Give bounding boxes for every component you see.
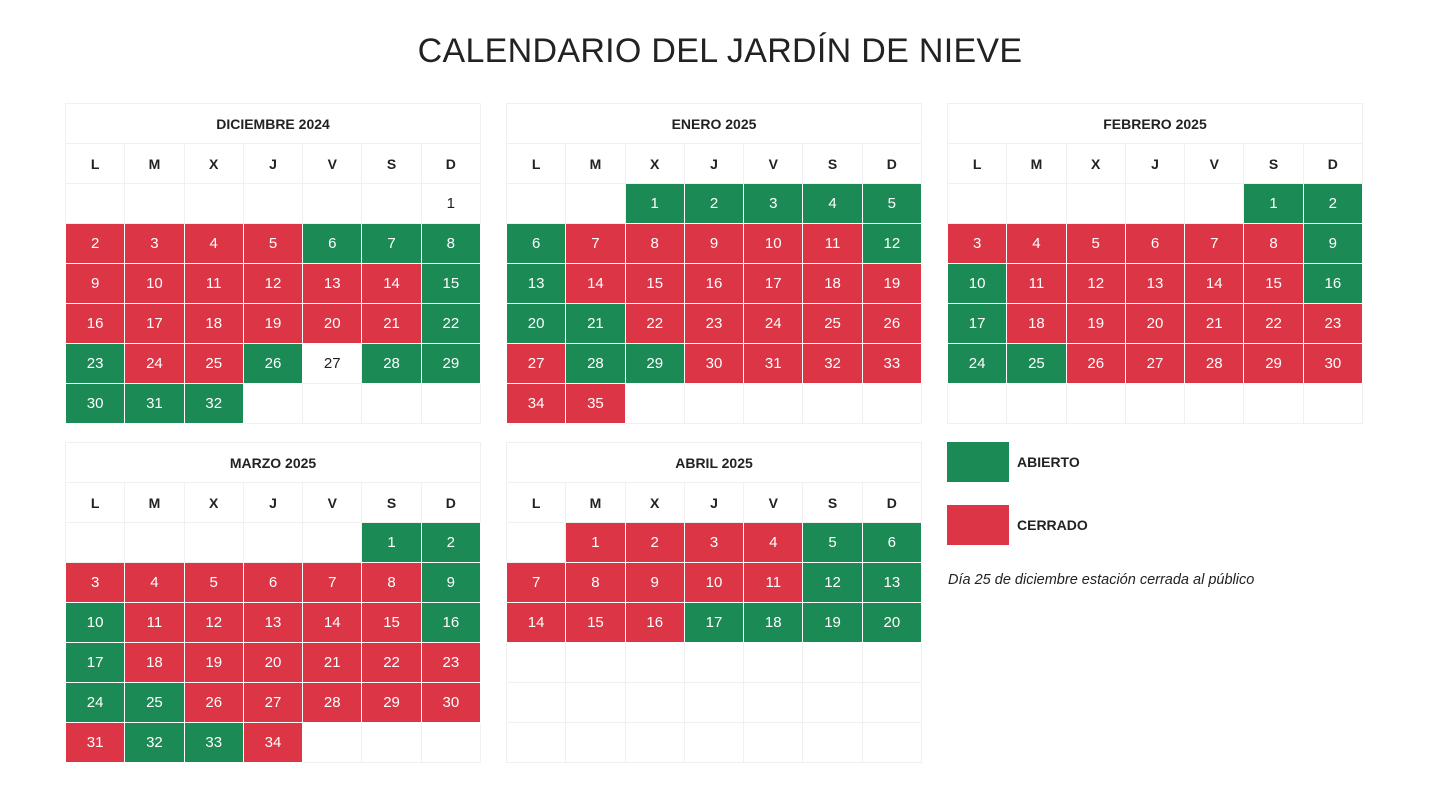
day-closed: 9: [684, 224, 743, 264]
day-closed: 7: [1185, 224, 1244, 264]
day-closed: 28: [303, 683, 362, 723]
day-closed: 3: [948, 224, 1007, 264]
day-open: 28: [566, 344, 625, 384]
day-open: 9: [1303, 224, 1362, 264]
weekday-header: V: [303, 144, 362, 184]
day-closed: 13: [1125, 264, 1184, 304]
empty-cell: [303, 384, 362, 424]
empty-cell: [803, 643, 862, 683]
empty-cell: [362, 184, 421, 224]
month-title: MARZO 2025: [66, 443, 481, 483]
empty-cell: [66, 184, 125, 224]
day-closed: 4: [184, 224, 243, 264]
weekday-header: L: [507, 144, 566, 184]
day-closed: 23: [1303, 304, 1362, 344]
day-open: 4: [803, 184, 862, 224]
empty-cell: [125, 523, 184, 563]
closed-swatch: [947, 505, 1009, 545]
day-closed: 28: [1185, 344, 1244, 384]
day-closed: 7: [507, 563, 566, 603]
day-closed: 3: [66, 563, 125, 603]
day-open: 18: [744, 603, 803, 643]
day-closed: 2: [66, 224, 125, 264]
week-row: [507, 643, 922, 683]
empty-cell: [948, 384, 1007, 424]
day-open: 1: [362, 523, 421, 563]
day-closed: 4: [125, 563, 184, 603]
empty-cell: [803, 683, 862, 723]
day-closed: 30: [421, 683, 480, 723]
weekday-header: D: [421, 483, 480, 523]
empty-cell: [948, 184, 1007, 224]
day-closed: 12: [243, 264, 302, 304]
day-closed: 10: [684, 563, 743, 603]
weekday-header: M: [125, 483, 184, 523]
weekday-header: D: [1303, 144, 1362, 184]
day-open: 5: [803, 523, 862, 563]
day-open: 19: [803, 603, 862, 643]
weekday-header: S: [803, 144, 862, 184]
day-closed: 14: [303, 603, 362, 643]
day-closed: 16: [66, 304, 125, 344]
day-closed: 6: [243, 563, 302, 603]
empty-cell: [507, 184, 566, 224]
empty-cell: [243, 523, 302, 563]
empty-cell: [1244, 384, 1303, 424]
month-title: ENERO 2025: [507, 104, 922, 144]
day-closed: 11: [125, 603, 184, 643]
weekday-header: V: [303, 483, 362, 523]
day-closed: 18: [125, 643, 184, 683]
weekday-header: J: [684, 483, 743, 523]
day-closed: 19: [243, 304, 302, 344]
empty-cell: [566, 683, 625, 723]
day-closed: 26: [862, 304, 921, 344]
day-open: 5: [862, 184, 921, 224]
day-closed: 22: [362, 643, 421, 683]
day-cell: 1: [421, 184, 480, 224]
day-closed: 35: [566, 384, 625, 424]
empty-cell: [684, 384, 743, 424]
day-closed: 27: [507, 344, 566, 384]
day-closed: 27: [1125, 344, 1184, 384]
week-row: [507, 224, 922, 264]
day-open: 1: [1244, 184, 1303, 224]
day-closed: 18: [1007, 304, 1066, 344]
day-closed: 19: [1066, 304, 1125, 344]
week-row: [507, 723, 922, 763]
day-open: 33: [184, 723, 243, 763]
weekday-header: S: [1244, 144, 1303, 184]
day-closed: 3: [684, 523, 743, 563]
day-closed: 31: [66, 723, 125, 763]
day-closed: 12: [184, 603, 243, 643]
weekday-header: L: [66, 483, 125, 523]
day-open: 9: [421, 563, 480, 603]
day-open: 13: [862, 563, 921, 603]
week-row: [507, 563, 922, 603]
day-open: 29: [625, 344, 684, 384]
day-open: 16: [421, 603, 480, 643]
week-row: [66, 344, 481, 384]
day-closed: 5: [1066, 224, 1125, 264]
day-open: 29: [421, 344, 480, 384]
day-open: 2: [421, 523, 480, 563]
day-open: 24: [66, 683, 125, 723]
empty-cell: [66, 523, 125, 563]
empty-cell: [1185, 184, 1244, 224]
weekday-header: D: [862, 144, 921, 184]
day-open: 25: [125, 683, 184, 723]
weekday-header: M: [1007, 144, 1066, 184]
empty-cell: [421, 384, 480, 424]
day-open: 17: [948, 304, 1007, 344]
day-closed: 34: [507, 384, 566, 424]
day-open: 12: [803, 563, 862, 603]
day-closed: 30: [684, 344, 743, 384]
day-open: 30: [66, 384, 125, 424]
month-calendar: [506, 442, 922, 763]
day-closed: 23: [421, 643, 480, 683]
weekday-header: L: [66, 144, 125, 184]
day-closed: 12: [1066, 264, 1125, 304]
weekday-header: V: [744, 144, 803, 184]
month-calendar: [506, 103, 922, 424]
week-row: [948, 224, 1363, 264]
week-row: [507, 344, 922, 384]
empty-cell: [125, 184, 184, 224]
day-closed: 11: [803, 224, 862, 264]
day-closed: 13: [243, 603, 302, 643]
weekday-header: S: [362, 483, 421, 523]
month-calendar: [947, 103, 1363, 424]
day-open: 23: [66, 344, 125, 384]
day-closed: 26: [1066, 344, 1125, 384]
day-open: 8: [421, 224, 480, 264]
empty-cell: [303, 184, 362, 224]
day-open: 6: [303, 224, 362, 264]
day-open: 13: [507, 264, 566, 304]
empty-cell: [362, 723, 421, 763]
day-closed: 21: [362, 304, 421, 344]
weekday-header: X: [625, 483, 684, 523]
weekday-header: S: [362, 144, 421, 184]
week-row: [507, 304, 922, 344]
weekday-header: J: [1125, 144, 1184, 184]
empty-cell: [862, 683, 921, 723]
day-closed: 8: [625, 224, 684, 264]
day-closed: 27: [243, 683, 302, 723]
empty-cell: [684, 723, 743, 763]
week-row: [507, 603, 922, 643]
week-row: [507, 683, 922, 723]
weekday-header: X: [625, 144, 684, 184]
weekday-header: J: [684, 144, 743, 184]
week-row: [66, 603, 481, 643]
weekday-header: D: [421, 144, 480, 184]
day-open: 17: [684, 603, 743, 643]
empty-cell: [803, 384, 862, 424]
day-open: 21: [566, 304, 625, 344]
day-closed: 24: [744, 304, 803, 344]
day-closed: 20: [303, 304, 362, 344]
day-closed: 19: [184, 643, 243, 683]
day-closed: 25: [184, 344, 243, 384]
day-closed: 11: [1007, 264, 1066, 304]
day-open: 7: [362, 224, 421, 264]
day-closed: 5: [184, 563, 243, 603]
week-row: [507, 523, 922, 563]
day-closed: 24: [125, 344, 184, 384]
empty-cell: [684, 683, 743, 723]
week-row: [507, 384, 922, 424]
day-closed: 9: [66, 264, 125, 304]
week-row: [66, 384, 481, 424]
day-closed: 18: [184, 304, 243, 344]
day-open: 26: [243, 344, 302, 384]
day-open: 6: [862, 523, 921, 563]
empty-cell: [184, 184, 243, 224]
weekday-header: X: [1066, 144, 1125, 184]
empty-cell: [507, 723, 566, 763]
day-closed: 14: [507, 603, 566, 643]
empty-cell: [1125, 384, 1184, 424]
day-cell: 27: [303, 344, 362, 384]
day-open: 31: [125, 384, 184, 424]
day-closed: 30: [1303, 344, 1362, 384]
day-closed: 22: [1244, 304, 1303, 344]
day-closed: 4: [744, 523, 803, 563]
day-closed: 20: [243, 643, 302, 683]
weekday-header: J: [243, 483, 302, 523]
day-closed: 26: [184, 683, 243, 723]
day-closed: 16: [625, 603, 684, 643]
day-closed: 17: [744, 264, 803, 304]
day-open: 25: [1007, 344, 1066, 384]
empty-cell: [1185, 384, 1244, 424]
day-open: 10: [948, 264, 1007, 304]
day-closed: 14: [362, 264, 421, 304]
empty-cell: [862, 384, 921, 424]
day-closed: 15: [625, 264, 684, 304]
day-open: 17: [66, 643, 125, 683]
empty-cell: [566, 643, 625, 683]
day-closed: 10: [125, 264, 184, 304]
empty-cell: [362, 384, 421, 424]
week-row: [948, 384, 1363, 424]
week-row: [66, 723, 481, 763]
empty-cell: [862, 643, 921, 683]
legend-closed-label: CERRADO: [1017, 517, 1088, 533]
day-open: 22: [421, 304, 480, 344]
day-closed: 18: [803, 264, 862, 304]
week-row: [948, 304, 1363, 344]
week-row: [507, 184, 922, 224]
day-open: 20: [507, 304, 566, 344]
empty-cell: [803, 723, 862, 763]
empty-cell: [684, 643, 743, 683]
empty-cell: [744, 384, 803, 424]
month-calendar: [65, 442, 481, 763]
empty-cell: [1125, 184, 1184, 224]
weekday-header: J: [243, 144, 302, 184]
legend-closed: [947, 505, 1088, 545]
day-open: 3: [744, 184, 803, 224]
week-row: [66, 224, 481, 264]
day-closed: 23: [684, 304, 743, 344]
day-closed: 17: [125, 304, 184, 344]
weekday-header: L: [948, 144, 1007, 184]
empty-cell: [625, 643, 684, 683]
empty-cell: [507, 683, 566, 723]
day-open: 28: [362, 344, 421, 384]
day-closed: 19: [862, 264, 921, 304]
weekday-header: X: [184, 483, 243, 523]
day-closed: 33: [862, 344, 921, 384]
day-closed: 7: [303, 563, 362, 603]
weekday-header: M: [566, 144, 625, 184]
empty-cell: [862, 723, 921, 763]
empty-cell: [421, 723, 480, 763]
day-closed: 31: [744, 344, 803, 384]
day-closed: 1: [566, 523, 625, 563]
empty-cell: [243, 184, 302, 224]
day-closed: 15: [362, 603, 421, 643]
day-open: 20: [862, 603, 921, 643]
empty-cell: [1303, 384, 1362, 424]
week-row: [66, 184, 481, 224]
empty-cell: [507, 523, 566, 563]
week-row: [948, 264, 1363, 304]
day-open: 10: [66, 603, 125, 643]
weekday-header: S: [803, 483, 862, 523]
open-swatch: [947, 442, 1009, 482]
day-open: 16: [1303, 264, 1362, 304]
day-closed: 16: [684, 264, 743, 304]
empty-cell: [1007, 384, 1066, 424]
week-row: [66, 523, 481, 563]
empty-cell: [566, 723, 625, 763]
day-open: 2: [684, 184, 743, 224]
day-closed: 10: [744, 224, 803, 264]
day-open: 2: [1303, 184, 1362, 224]
day-closed: 29: [362, 683, 421, 723]
weekday-header: X: [184, 144, 243, 184]
day-open: 24: [948, 344, 1007, 384]
day-open: 32: [125, 723, 184, 763]
empty-cell: [625, 683, 684, 723]
weekday-header: L: [507, 483, 566, 523]
day-closed: 15: [566, 603, 625, 643]
day-closed: 11: [184, 264, 243, 304]
day-closed: 4: [1007, 224, 1066, 264]
day-open: 15: [421, 264, 480, 304]
day-open: 12: [862, 224, 921, 264]
empty-cell: [625, 723, 684, 763]
day-open: 1: [625, 184, 684, 224]
day-closed: 8: [566, 563, 625, 603]
day-closed: 8: [1244, 224, 1303, 264]
empty-cell: [507, 643, 566, 683]
weekday-header: V: [1185, 144, 1244, 184]
day-closed: 11: [744, 563, 803, 603]
weekday-header: M: [566, 483, 625, 523]
empty-cell: [744, 683, 803, 723]
week-row: [948, 184, 1363, 224]
day-closed: 32: [803, 344, 862, 384]
day-closed: 3: [125, 224, 184, 264]
day-closed: 20: [1125, 304, 1184, 344]
day-closed: 21: [303, 643, 362, 683]
day-open: 32: [184, 384, 243, 424]
day-closed: 25: [803, 304, 862, 344]
day-closed: 13: [303, 264, 362, 304]
weekday-header: M: [125, 144, 184, 184]
weekday-header: D: [862, 483, 921, 523]
weekday-header: V: [744, 483, 803, 523]
day-closed: 14: [1185, 264, 1244, 304]
week-row: [66, 264, 481, 304]
day-closed: 21: [1185, 304, 1244, 344]
empty-cell: [1066, 384, 1125, 424]
empty-cell: [184, 523, 243, 563]
day-closed: 5: [243, 224, 302, 264]
month-title: FEBRERO 2025: [948, 104, 1363, 144]
day-closed: 2: [625, 523, 684, 563]
week-row: [66, 683, 481, 723]
empty-cell: [243, 384, 302, 424]
day-closed: 34: [243, 723, 302, 763]
day-closed: 6: [1125, 224, 1184, 264]
page-title: CALENDARIO DEL JARDÍN DE NIEVE: [417, 32, 1023, 70]
empty-cell: [1066, 184, 1125, 224]
day-open: 6: [507, 224, 566, 264]
empty-cell: [625, 384, 684, 424]
day-closed: 8: [362, 563, 421, 603]
week-row: [66, 563, 481, 603]
empty-cell: [744, 723, 803, 763]
legend-open: [947, 442, 1080, 482]
legend-open-label: ABIERTO: [1017, 454, 1080, 470]
week-row: [948, 344, 1363, 384]
day-closed: 22: [625, 304, 684, 344]
month-title: ABRIL 2025: [507, 443, 922, 483]
day-closed: 9: [625, 563, 684, 603]
empty-cell: [1007, 184, 1066, 224]
month-title: DICIEMBRE 2024: [66, 104, 481, 144]
day-closed: 29: [1244, 344, 1303, 384]
empty-cell: [303, 723, 362, 763]
empty-cell: [566, 184, 625, 224]
day-closed: 15: [1244, 264, 1303, 304]
empty-cell: [303, 523, 362, 563]
week-row: [66, 643, 481, 683]
closure-note: Día 25 de diciembre estación cerrada al público: [948, 572, 1255, 588]
day-closed: 14: [566, 264, 625, 304]
month-calendar: [65, 103, 481, 424]
week-row: [507, 264, 922, 304]
day-closed: 7: [566, 224, 625, 264]
week-row: [66, 304, 481, 344]
empty-cell: [744, 643, 803, 683]
